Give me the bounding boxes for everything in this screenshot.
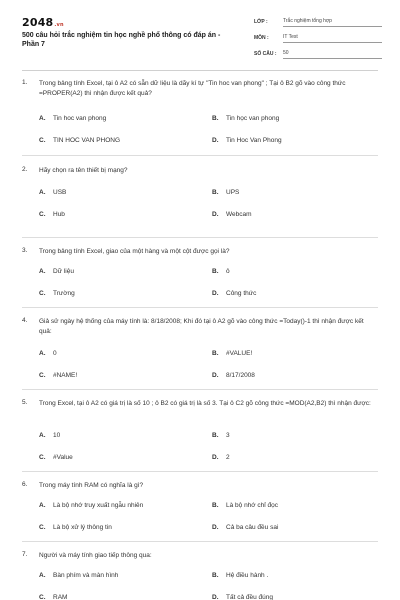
option-text: Tin học van phong [226, 115, 280, 122]
question-number: 1. [22, 79, 28, 86]
option-c[interactable] [39, 454, 73, 461]
info-value: 50 [283, 49, 382, 59]
question-divider [22, 541, 378, 542]
option-text: Hub [53, 211, 65, 218]
option-label: B. [212, 268, 219, 275]
option-text: Dữ liệu [53, 268, 74, 275]
question-number: 6. [22, 481, 28, 488]
option-label: D. [212, 454, 219, 461]
info-row-subject [254, 32, 382, 44]
option-text: 10 [53, 432, 61, 439]
question-text: Hãy chọn ra tên thiết bị mạng? [39, 167, 128, 174]
question-text: Trong bảng tính Excel, giao của một hàng và một cột được gọi là? [39, 248, 230, 255]
option-label: A. [39, 502, 46, 509]
info-row-count [254, 48, 382, 60]
question-divider [22, 389, 378, 390]
option-text: 2 [226, 454, 230, 461]
option-d[interactable] [212, 524, 278, 531]
question-divider [22, 307, 378, 308]
question-item [0, 79, 400, 156]
option-text: TIN HOC VAN PHONG [53, 137, 121, 144]
header-divider [22, 70, 378, 71]
question-number: 3. [22, 247, 28, 254]
option-a[interactable] [39, 115, 106, 122]
option-label: A. [39, 350, 46, 357]
option-label: C. [39, 290, 46, 297]
option-text: 8/17/2008 [226, 372, 255, 379]
option-label: D. [212, 290, 219, 297]
question-item [0, 399, 400, 472]
question-number: 7. [22, 551, 28, 558]
option-text: Cả ba câu đều sai [226, 524, 279, 531]
option-text: Tất cả đều đúng [226, 594, 273, 600]
question-text: Trong máy tính RAM có nghĩa là gì? [39, 482, 144, 489]
question-text: Giả sử ngày hệ thống của máy tính là: 8/18/2008; Khi đó tại ô A2 gõ vào công thức =Today()-1 thì nhận được kết quả: [39, 318, 364, 335]
question-list [0, 79, 400, 600]
option-b[interactable] [212, 502, 278, 509]
option-label: B. [212, 350, 219, 357]
option-text: 3 [226, 432, 230, 439]
option-text: Là bộ nhớ truy xuất ngẫu nhiên [53, 502, 144, 509]
info-label: MÔN : [254, 35, 269, 41]
info-value: IT Test [283, 33, 382, 43]
option-label: A. [39, 268, 46, 275]
option-label: B. [212, 189, 219, 196]
option-b[interactable] [212, 115, 279, 122]
option-label: D. [212, 211, 219, 218]
question-number: 5. [22, 399, 28, 406]
info-row-class [254, 16, 382, 28]
logo-text: 2048 [22, 16, 54, 29]
question-text: Người và máy tính giao tiếp thông qua: [39, 552, 152, 559]
question-item [0, 317, 400, 390]
option-text: #NAME! [53, 372, 78, 379]
option-a[interactable] [39, 572, 118, 579]
question-text: Trong Excel, tại ô A2 có giá trị là số 10 ; ô B2 có giá trị là số 3. Tại ô C2 gõ công thức =MOD(A2,B2) thì nhận được: [39, 400, 371, 407]
option-text: UPS [226, 189, 240, 196]
option-text: #VALUE! [226, 350, 253, 357]
option-text: RAM [53, 594, 68, 600]
option-b[interactable] [212, 572, 268, 579]
info-value: Trắc nghiệm tổng hợp [283, 17, 382, 27]
option-label: D. [212, 372, 219, 379]
option-d[interactable] [212, 454, 230, 461]
page-title: 500 câu hỏi trắc nghiệm tin học nghề phổ thông có đáp án - Phần 7 [22, 32, 221, 48]
option-label: D. [212, 594, 219, 600]
option-d[interactable] [212, 290, 256, 297]
option-label: A. [39, 115, 46, 122]
option-c[interactable] [39, 372, 77, 379]
option-text: Bàn phím và màn hình [53, 572, 119, 579]
option-label: C. [39, 524, 46, 531]
question-number: 4. [22, 317, 28, 324]
option-text: ô [226, 268, 230, 275]
question-divider [22, 155, 378, 156]
option-label: A. [39, 432, 46, 439]
option-a[interactable] [39, 189, 66, 196]
site-logo[interactable] [22, 16, 64, 29]
option-label: C. [39, 594, 46, 600]
option-label: C. [39, 137, 46, 144]
question-number: 2. [22, 166, 28, 173]
question-divider [22, 237, 378, 238]
option-label: C. [39, 454, 46, 461]
option-label: B. [212, 502, 219, 509]
option-c[interactable] [39, 524, 112, 531]
question-divider [22, 471, 378, 472]
option-label: D. [212, 137, 219, 144]
option-a[interactable] [39, 432, 60, 439]
option-label: C. [39, 372, 46, 379]
option-b[interactable] [212, 350, 252, 357]
option-label: C. [39, 211, 46, 218]
question-text: Trong bảng tính Excel, tại ô A2 có sẵn dữ liệu là dãy kí tự "Tin hoc van phong" ; Tại ô B2 gõ vào công thức =PROPER(A2) thì nhận được kết quả? [39, 80, 346, 97]
question-item [0, 481, 400, 542]
option-c[interactable] [39, 137, 120, 144]
option-label: D. [212, 524, 219, 531]
option-text: Hệ điều hành . [226, 572, 269, 579]
option-b[interactable] [212, 268, 230, 275]
option-label: B. [212, 572, 219, 579]
option-b[interactable] [212, 432, 230, 439]
option-b[interactable] [212, 189, 239, 196]
info-panel [254, 16, 382, 64]
option-text: Công thức [226, 290, 257, 297]
info-label: SỐ CÂU : [254, 51, 277, 57]
option-a[interactable] [39, 268, 74, 275]
option-c[interactable] [39, 290, 75, 297]
question-item [0, 166, 400, 238]
option-c[interactable] [39, 594, 67, 600]
option-c[interactable] [39, 211, 65, 218]
option-text: USB [53, 189, 67, 196]
option-text: Trường [53, 290, 75, 297]
option-label: A. [39, 572, 46, 579]
option-d[interactable] [212, 211, 252, 218]
option-text: Là bộ nhớ chỉ đọc [226, 502, 278, 509]
option-d[interactable] [212, 372, 255, 379]
option-label: A. [39, 189, 46, 196]
option-label: B. [212, 115, 219, 122]
info-label: LỚP : [254, 19, 268, 25]
option-a[interactable] [39, 350, 57, 357]
logo-domain: .vn [54, 22, 64, 28]
option-text: 0 [53, 350, 57, 357]
option-a[interactable] [39, 502, 143, 509]
option-text: Tin Hoc Van Phong [226, 137, 282, 144]
option-text: Tin hoc van phong [53, 115, 107, 122]
option-d[interactable] [212, 137, 282, 144]
option-d[interactable] [212, 594, 273, 600]
option-text: Là bộ xử lý thông tin [53, 524, 112, 531]
option-label: B. [212, 432, 219, 439]
option-text: Webcam [226, 211, 252, 218]
option-text: #Value [53, 454, 73, 461]
question-item [0, 551, 400, 600]
question-item [0, 247, 400, 308]
